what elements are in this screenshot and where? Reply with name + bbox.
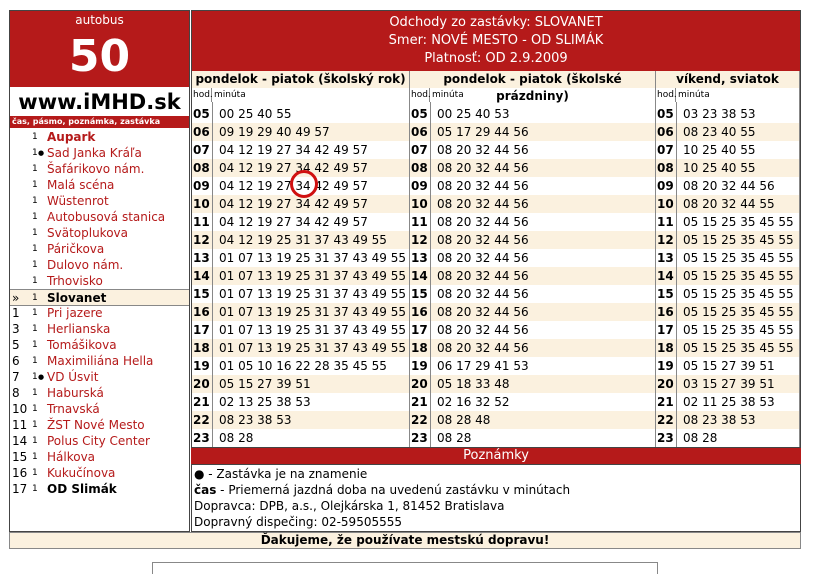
stop-zone: 1 [32,276,38,286]
hour-cell: 11 [411,215,428,229]
stop-item[interactable] [10,129,189,145]
stop-zone: 1 [32,404,38,414]
note-dispatch: Dopravný dispečing: 02-59505555 [194,515,403,529]
hour-cell: 10 [411,197,428,211]
stop-name[interactable]: Tomášikova [47,338,117,352]
highlight-circle [290,170,318,198]
hour-cell: 16 [411,305,428,319]
minutes-cell: 06 17 29 41 53 [437,359,529,373]
hour-cell: 20 [411,377,428,391]
stop-name[interactable]: Šafárikovo nám. [47,162,145,176]
stop-time: 8 [12,386,20,400]
stop-time: 6 [12,354,20,368]
stop-zone: 1 [32,436,38,446]
hour-cell: 17 [411,323,428,337]
column-divider [430,102,431,447]
stop-item[interactable] [10,337,189,353]
stop-time: 7 [12,370,20,384]
hour-cell: 11 [657,215,674,229]
bus-number: 50 [68,31,131,82]
hour-cell: 18 [411,341,428,355]
column-header: pondelok - piatok (školský rok) [192,71,410,88]
minutes-cell: 08 20 32 44 56 [437,305,529,319]
hour-cell: 17 [657,323,674,337]
stop-name[interactable]: OD Slimák [47,482,117,496]
hour-cell: 08 [657,161,674,175]
stop-name[interactable]: VD Úsvit [47,370,99,384]
hour-cell: 06 [193,125,210,139]
request-stop-icon: ● [38,149,45,157]
hour-cell: 06 [411,125,428,139]
minutes-cell: 03 15 27 39 51 [683,377,775,391]
bottom-frame [152,562,658,574]
hour-cell: 23 [657,431,674,445]
stop-item[interactable] [10,289,189,306]
stop-zone: 1 [32,324,38,334]
hour-cell: 06 [657,125,674,139]
minutes-cell: 08 28 [683,431,718,445]
stop-time: 3 [12,322,20,336]
stop-name[interactable]: Aupark [47,130,96,144]
minutes-cell: 08 20 32 44 56 [437,233,529,247]
minutes-cell: 08 20 32 44 56 [437,251,529,265]
hour-cell: 07 [657,143,674,157]
minutes-cell: 01 05 10 16 22 28 35 45 55 [219,359,387,373]
hour-cell: 22 [193,413,210,427]
hour-cell: 07 [411,143,428,157]
stop-zone: 1 [32,244,38,254]
hour-cell: 20 [193,377,210,391]
minutes-cell: 05 15 27 39 51 [683,359,775,373]
stop-name[interactable]: Haburská [47,386,104,400]
minutes-cell: 05 15 25 35 45 55 [683,215,794,229]
note-request-stop: ● - Zastávka je na znamenie [194,467,368,481]
stop-name[interactable]: ŽST Nové Mesto [47,418,145,432]
minutes-cell: 05 17 29 44 56 [437,125,529,139]
stop-name[interactable]: Svätoplukova [47,226,128,240]
note-operator: Dopravca: DPB, a.s., Olejkárska 1, 81452 Bratislava [194,499,505,513]
minutes-cell: 05 15 25 35 45 55 [683,323,794,337]
stop-zone: 1 [32,164,38,174]
stop-time: » [12,291,20,305]
minutes-cell: 08 20 32 44 56 [437,143,529,157]
hour-cell: 15 [193,287,210,301]
timetable-header [192,11,800,71]
minutes-cell: 08 23 38 53 [219,413,292,427]
stop-name[interactable]: Sad Janka Kráľa [47,146,142,160]
stop-item[interactable] [10,145,189,161]
stop-name[interactable]: Slovanet [47,291,107,305]
stop-name[interactable]: Malá scéna [47,178,115,192]
hour-cell: 14 [411,269,428,283]
minutes-cell: 05 15 25 35 45 55 [683,305,794,319]
stop-zone: 1 [32,148,38,158]
hour-cell: 20 [657,377,674,391]
hour-cell: 14 [657,269,674,283]
stop-time: 5 [12,338,20,352]
minutes-cell: 04 12 19 27 34 42 49 57 [219,215,368,229]
hour-cell: 15 [657,287,674,301]
stop-item[interactable] [10,353,189,369]
notes-box [191,464,801,532]
minutes-cell: 03 23 38 53 [683,107,756,121]
stop-item[interactable] [10,465,189,481]
minutes-cell: 08 20 32 44 56 [437,287,529,301]
minutes-cell: 05 15 25 35 45 55 [683,251,794,265]
stop-name[interactable]: Trnavská [47,402,100,416]
stop-name[interactable]: Dulovo nám. [47,258,124,272]
minutes-cell: 10 25 40 55 [683,143,756,157]
stop-item[interactable] [10,321,189,337]
column-header: pondelok - piatok (školské prázdniny) [410,71,656,88]
minutes-cell: 04 12 19 27 34 42 49 57 [219,197,368,211]
stop-name[interactable]: Pri jazere [47,306,103,320]
minutes-cell: 01 07 13 19 25 31 37 43 49 55 [219,341,407,355]
stop-name[interactable]: Maximiliána Hella [47,354,154,368]
minutes-cell: 10 25 40 55 [683,161,756,175]
stop-item[interactable] [10,209,189,225]
note-time-bold: čas [194,483,217,497]
minutes-cell: 08 20 32 44 56 [437,215,529,229]
stop-name[interactable]: Trhovisko [47,274,103,288]
hour-cell: 23 [193,431,210,445]
departures-title: Odchody zo zastávky: SLOVANET [389,15,603,30]
minutes-cell: 08 20 32 44 55 [683,197,775,211]
hour-cell: 05 [657,107,674,121]
stop-name[interactable]: Hálkova [47,450,96,464]
minutes-cell: 05 15 25 35 45 55 [683,233,794,247]
hour-cell: 07 [193,143,210,157]
minutes-cell: 04 12 19 27 34 42 49 57 [219,143,368,157]
stop-name[interactable]: Kukučínova [47,466,116,480]
stop-item[interactable] [10,225,189,241]
hour-cell: 11 [193,215,210,229]
note-time [194,482,570,498]
hour-cell: 12 [193,233,210,247]
stop-zone: 1 [32,372,38,382]
stop-item[interactable] [10,433,189,449]
hour-cell: 16 [657,305,674,319]
stop-item[interactable] [10,177,189,193]
hour-cell: 09 [657,179,674,193]
stop-zone: 1 [32,260,38,270]
route-panel [9,10,190,532]
stop-time: 1 [12,306,20,320]
stop-item[interactable] [10,385,189,401]
minutes-cell: 01 07 13 19 25 31 37 43 49 55 [219,287,407,301]
stop-zone: 1 [32,484,38,494]
hour-cell: 09 [193,179,210,193]
note-time-text: - Priemerná jazdná doba na uvedenú zastávku v minútach [216,483,571,497]
minutes-cell: 08 20 32 44 56 [437,161,529,175]
stop-item[interactable] [10,417,189,433]
hour-subheader: hod. [411,90,431,100]
stop-zone: 1 [32,420,38,430]
hour-cell: 21 [411,395,428,409]
stop-zone: 1 [32,308,38,318]
minutes-cell: 04 12 19 27 34 42 49 57 [219,161,368,175]
stop-name[interactable]: Herlianska [47,322,111,336]
hour-cell: 22 [411,413,428,427]
thanks-footer: Ďakujeme, že používate mestskú dopravu! [9,532,801,549]
minutes-cell: 08 28 [219,431,254,445]
section-divider [799,71,800,447]
minutes-cell: 08 20 32 44 56 [437,323,529,337]
hour-cell: 18 [193,341,210,355]
stop-zone: 1 [32,132,38,142]
hour-cell: 14 [193,269,210,283]
stop-time: 11 [12,418,28,432]
stop-time: 16 [12,466,28,480]
stop-zone: 1 [32,340,38,350]
stop-name[interactable]: Autobusová stanica [47,210,166,224]
stop-name[interactable]: Polus City Center [47,434,150,448]
minutes-cell: 08 20 32 44 56 [437,269,529,283]
stop-zone: 1 [32,468,38,478]
stop-zone: 1 [32,356,38,366]
minutes-cell: 00 25 40 53 [437,107,510,121]
minutes-cell: 04 12 19 25 31 37 43 49 55 [219,233,387,247]
hour-cell: 10 [657,197,674,211]
stop-item[interactable] [10,273,189,289]
stop-name[interactable]: Páričkova [47,242,105,256]
stop-zone: 1 [32,212,38,222]
minutes-cell: 01 07 13 19 25 31 37 43 49 55 [219,269,407,283]
hour-cell: 16 [193,305,210,319]
minutes-cell: 08 23 40 55 [683,125,756,139]
hour-subheader: hod. [657,90,677,100]
stop-item[interactable] [10,449,189,465]
stop-item[interactable] [10,161,189,177]
stop-time: 14 [12,434,28,448]
hour-cell: 10 [193,197,210,211]
minutes-cell: 05 15 25 35 45 55 [683,287,794,301]
minutes-cell: 09 19 29 40 49 57 [219,125,330,139]
minutes-cell: 02 11 25 38 53 [683,395,775,409]
bus-header [10,11,189,87]
legend-label: čas, pásmo, poznámka, zastávka [10,116,189,128]
stop-time: 10 [12,402,28,416]
stop-item[interactable] [10,401,189,417]
request-stop-icon: ● [38,373,45,381]
hour-cell: 21 [193,395,210,409]
minutes-cell: 08 20 32 44 56 [437,179,529,193]
bus-label: autobus [75,13,124,27]
hour-cell: 12 [411,233,428,247]
direction-title: Smer: NOVÉ MESTO - OD SLIMÁK [388,33,604,48]
minutes-cell: 01 07 13 19 25 31 37 43 49 55 [219,251,407,265]
minutes-cell: 01 07 13 19 25 31 37 43 49 55 [219,305,407,319]
notes-title: Poznámky [191,448,801,464]
minute-subheader: minúta [212,88,410,102]
hour-cell: 05 [193,107,210,121]
stop-zone: 1 [32,388,38,398]
hour-cell: 15 [411,287,428,301]
hour-cell: 12 [657,233,674,247]
hour-cell: 18 [657,341,674,355]
stop-item[interactable] [10,305,189,321]
minutes-cell: 02 13 25 38 53 [219,395,311,409]
hour-cell: 22 [657,413,674,427]
minutes-cell: 05 18 33 48 [437,377,510,391]
hour-cell: 08 [411,161,428,175]
timetable-panel [191,10,801,448]
minutes-cell: 02 16 32 52 [437,395,510,409]
validity-title: Platnosť: OD 2.9.2009 [424,51,568,66]
minutes-cell: 05 15 25 35 45 55 [683,269,794,283]
stop-zone: 1 [32,293,38,303]
stop-item[interactable] [10,481,189,497]
stop-item[interactable] [10,241,189,257]
hour-subheader: hod. [193,90,213,100]
column-divider [676,102,677,447]
hour-cell: 17 [193,323,210,337]
hour-cell: 13 [657,251,674,265]
minutes-cell: 00 25 40 55 [219,107,292,121]
hour-cell: 21 [657,395,674,409]
minutes-cell: 04 12 19 27 34 42 49 57 [219,179,368,193]
hour-cell: 19 [411,359,428,373]
hour-cell: 09 [411,179,428,193]
minute-subheader: minúta [430,88,656,102]
stop-zone: 1 [32,228,38,238]
stop-time: 17 [12,482,28,496]
hour-cell: 13 [193,251,210,265]
stop-item[interactable] [10,193,189,209]
stop-time: 15 [12,450,28,464]
minutes-cell: 05 15 27 39 51 [219,377,311,391]
minutes-cell: 08 28 48 [437,413,491,427]
minutes-cell: 08 20 32 44 56 [437,197,529,211]
minutes-cell: 05 15 25 35 45 55 [683,341,794,355]
minutes-cell: 08 23 38 53 [683,413,756,427]
hour-cell: 05 [411,107,428,121]
stop-item[interactable] [10,369,189,385]
minutes-cell: 01 07 13 19 25 31 37 43 49 55 [219,323,407,337]
hour-cell: 19 [193,359,210,373]
column-divider [212,102,213,447]
minutes-cell: 08 28 [437,431,472,445]
minutes-cell: 08 20 32 44 56 [437,341,529,355]
hour-cell: 13 [411,251,428,265]
stop-zone: 1 [32,452,38,462]
stop-zone: 1 [32,180,38,190]
stop-name[interactable]: Wüstenrot [47,194,109,208]
hour-cell: 19 [657,359,674,373]
minutes-cell: 08 20 32 44 56 [683,179,775,193]
stop-zone: 1 [32,196,38,206]
column-header: víkend, sviatok [656,71,800,88]
hour-cell: 23 [411,431,428,445]
site-logo[interactable]: www.iMHD.sk [10,88,189,116]
minute-subheader: minúta [676,88,800,102]
stop-item[interactable] [10,257,189,273]
hour-cell: 08 [193,161,210,175]
